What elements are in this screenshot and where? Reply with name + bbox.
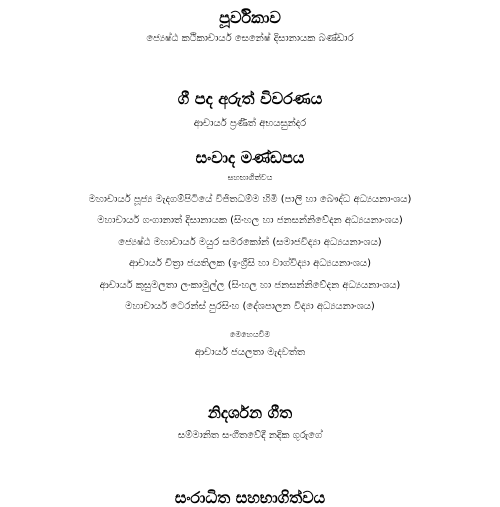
lyrics-explanation-heading: ගී පද අරුත් විවරණය [177,89,323,108]
demonstration-songs-performer: සම්මානිත සංගීතවේදී නදික ගුරුගේ [177,430,323,441]
lyrics-explanation-author: ආචාර්ය ප්‍රණීත් අභයසුන්දර [193,118,307,129]
moderator-label: මෙහෙයවීම [229,330,271,339]
discussion-panel-heading: සංවාද මණ්ඩපය [195,148,305,167]
participant-item: ආචාර්ය කුසුමලතා ලංකාමුල්ල (සිංහල හා ජනසන්නිවේදන අධ්‍යයනාංශය) [99,280,401,291]
foreword-author: ජ්‍යෙෂ්ඨ කථිකාචාර්ය සෙනේෂ් දිසානායක බණ්ඩාර [146,33,354,44]
participant-item: මහාචාර්ය පූජ්‍ය මැදගම්පිටියේ විජිතධම්ම හිමි (පාලි හා බෞද්ධ අධ්‍යයනාංශය) [88,194,412,205]
participant-item: මහාචාර්ය ටෙරන්ස් පුරසිංහ (දේශපාලන විද්‍යා අධ්‍යයනාංශය) [125,301,375,312]
foreword-heading: පූර්විකාව [219,8,281,27]
participant-item: මහාචාර්ය ගංගානාත් දිසානායක (සිංහල හා ජනසන්නිවේදන අධ්‍යයනාංශය) [97,215,403,226]
participants-label: සහභාගිත්වය [227,173,273,182]
participant-item: ආචාර්ය චිත්‍රා ජයතිලක (ඉංග්‍රීසි හා වාග්විද්‍යා අධ්‍යයනාංශය) [128,258,372,269]
demonstration-songs-heading: නිදර්ශන ගීත [207,403,293,422]
next-section-heading: සංරාධිත සහභාගිත්වය [174,488,326,507]
moderator-name: ආචාර්ය ජයලතා මැදවත්ත [194,347,306,358]
participant-item: ජ්‍යෙෂ්ඨ මහාචාර්ය මයුර සමරකෝන් (සමාජවිද්‍යා අධ්‍යයනාංශය) [118,237,382,248]
